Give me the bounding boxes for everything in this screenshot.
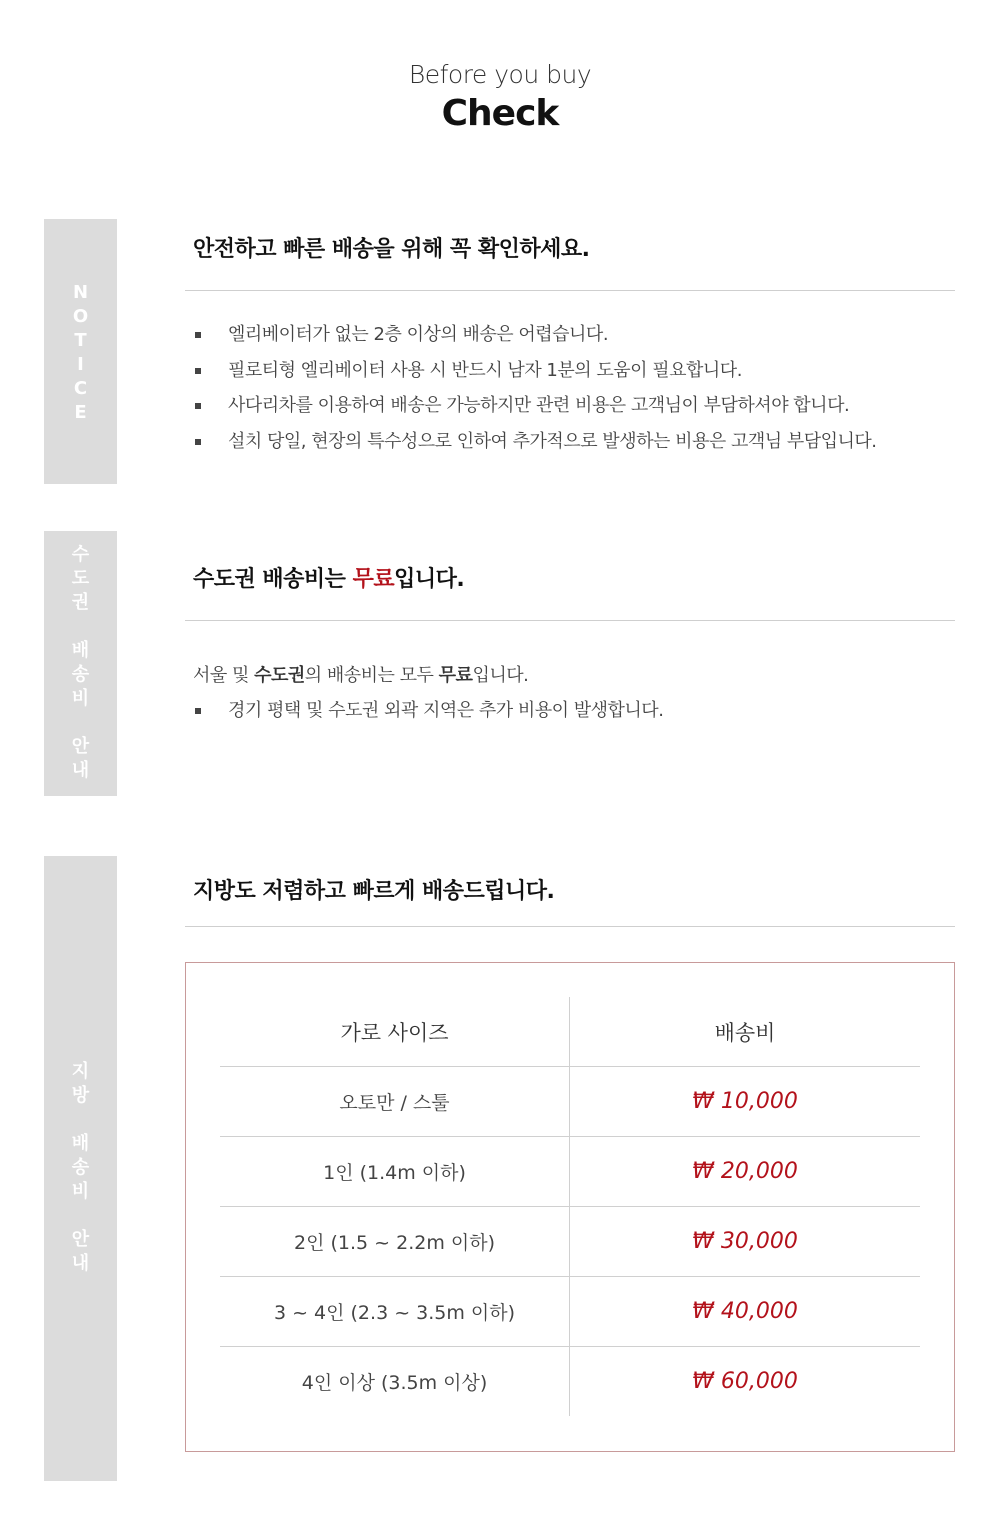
- regional-title: 지방도 저렴하고 빠르게 배송드립니다.: [193, 879, 555, 904]
- capital-list: [193, 693, 663, 729]
- list-item: 경기 평택 및 수도권 외곽 지역은 추가 비용이 발생합니다.: [193, 693, 663, 729]
- column-header-size: 가로 사이즈: [220, 997, 570, 1067]
- capital-title: [193, 562, 464, 593]
- price-cell: ₩ 40,000: [570, 1277, 921, 1347]
- tab-letter: 비: [71, 1181, 90, 1202]
- tab-letter: 지: [71, 1061, 90, 1082]
- capital-description: [193, 659, 528, 693]
- page-header: [0, 58, 1000, 136]
- tab-letter: 송: [71, 664, 90, 685]
- table-row: [220, 1347, 920, 1417]
- notice-divider: [185, 290, 955, 291]
- tab-letter: N: [72, 282, 89, 303]
- tab-letter: 내: [71, 1253, 90, 1274]
- notice-title: 안전하고 빠른 배송을 위해 꼭 확인하세요.: [193, 237, 590, 262]
- price-cell: ₩ 10,000: [570, 1067, 921, 1137]
- table-row: [220, 1207, 920, 1277]
- list-item: 사다리차를 이용하여 배송은 가능하지만 관련 비용은 고객님이 부담하셔야 합니다.: [193, 388, 877, 424]
- header-title: Check: [441, 93, 559, 134]
- list-item: 필로티형 엘리베이터 사용 시 반드시 남자 1분의 도움이 필요합니다.: [193, 353, 877, 389]
- header-subtitle: Before you buy: [408, 60, 592, 89]
- table-row: [220, 1277, 920, 1347]
- capital-desc-part: 의 배송비는 모두: [304, 665, 439, 686]
- notice-list: [193, 317, 877, 459]
- capital-title-free: 무료: [352, 567, 395, 592]
- tab-letter: O: [72, 306, 89, 327]
- list-item: 엘리베이터가 없는 2층 이상의 배송은 어렵습니다.: [193, 317, 877, 353]
- shipping-fee-box: [185, 962, 955, 1452]
- capital-desc-part: 서울 및: [193, 665, 255, 686]
- tab-letter: 권: [71, 592, 90, 613]
- tab-letter: 안: [71, 1229, 90, 1250]
- tab-letter: 수: [71, 544, 90, 565]
- shipping-fee-table: [220, 997, 920, 1416]
- tab-letter: C: [73, 378, 88, 399]
- size-cell: 3 ~ 4인 (2.3 ~ 3.5m 이하): [220, 1277, 570, 1347]
- tab-letter: 도: [71, 568, 90, 589]
- capital-desc-strong: 수도권: [254, 665, 305, 686]
- tab-letter: 배: [71, 1133, 90, 1154]
- tab-letter: 내: [71, 760, 90, 781]
- tab-letter: 안: [71, 736, 90, 757]
- capital-side-tab: [44, 531, 117, 796]
- notice-side-tab: [44, 219, 117, 484]
- tab-letter: 방: [71, 1085, 90, 1106]
- price-cell: ₩ 20,000: [570, 1137, 921, 1207]
- tab-letter: I: [77, 354, 84, 375]
- regional-divider: [185, 926, 955, 927]
- price-cell: ₩ 60,000: [692, 1369, 798, 1394]
- table-row: [220, 1067, 920, 1137]
- tab-letter: 송: [71, 1157, 90, 1178]
- tab-letter: E: [74, 402, 87, 423]
- tab-letter: T: [74, 330, 87, 351]
- capital-title-pre: 수도권 배송비는: [193, 567, 353, 592]
- table-header-row: [220, 997, 920, 1067]
- tab-letter: 배: [71, 640, 90, 661]
- size-cell: 오토만 / 스툴: [220, 1067, 570, 1137]
- tab-letter: 비: [71, 688, 90, 709]
- size-cell: 4인 이상 (3.5m 이상): [220, 1347, 570, 1417]
- table-row: [220, 1137, 920, 1207]
- regional-side-tab: [44, 856, 117, 1481]
- column-header-fee: 배송비: [570, 997, 921, 1067]
- size-cell: 1인 (1.4m 이하): [220, 1137, 570, 1207]
- capital-desc-part: 입니다.: [472, 665, 529, 686]
- capital-title-post: 입니다.: [394, 567, 465, 592]
- price-cell: ₩ 30,000: [570, 1207, 921, 1277]
- size-cell: 2인 (1.5 ~ 2.2m 이하): [220, 1207, 570, 1277]
- capital-divider: [185, 620, 955, 621]
- capital-desc-strong: 무료: [438, 665, 473, 686]
- list-item: 설치 당일, 현장의 특수성으로 인하여 추가적으로 발생하는 비용은 고객님 부담입니다.: [193, 424, 877, 460]
